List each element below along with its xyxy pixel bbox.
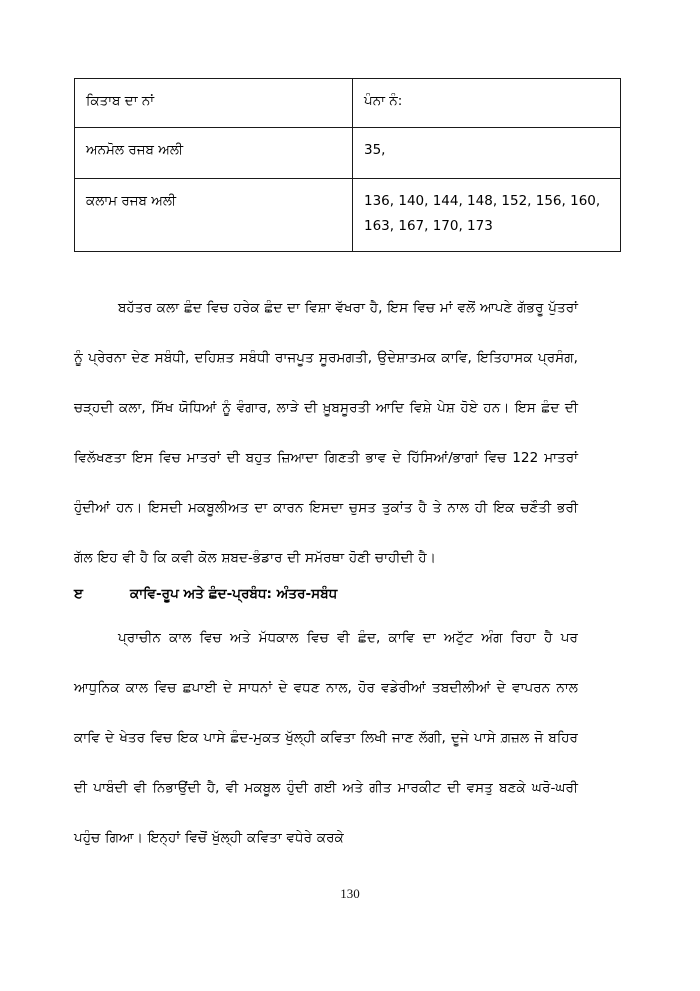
paragraph-block-two: [74, 613, 578, 863]
table-header-book-name: ਕਿਤਾਬ ਦਾ ਨਾਂ: [75, 79, 353, 128]
body-paragraph: ਬਹੱਤਰ ਕਲਾ ਛੰਦ ਵਿਚ ਹਰੇਕ ਛੰਦ ਦਾ ਵਿਸ਼ਾ ਵੱਖਰਾ ਹੈ, ਇਸ ਵਿਚ ਮਾਂ ਵਲੋਂ ਆਪਣੇ ਗੱਭਰੂ ਪੁੱਤਰਾਂ ਨੂੰ ਪ੍ਰੇਰਨਾ ਦੇਣ ਸਬੰਧੀ, ਦਹਿਸ਼ਤ ਸਬੰਧੀ ਰਾਜਪੂਤ ਸੂਰਮਗਤੀ, ਉਦੇਸ਼ਾਤਮਕ ਕਾਵਿ, ਇਤਿਹਾਸਕ ਪ੍ਰਸੰਗ, ਚੜ੍ਹਦੀ ਕਲਾ, ਸਿੱਖ ਯੋਧਿਆਂ ਨੂੰ ਵੰਗਾਰ, ਲਾੜੇ ਦੀ ਖ਼ੂਬਸੂਰਤੀ ਆਦਿ ਵਿਸ਼ੇ ਪੇਸ਼ ਹੋਏ ਹਨ। ਇਸ ਛੰਦ ਦੀ ਵਿਲੱਖਣਤਾ ਇਸ ਵਿਚ ਮਾਤਰਾਂ ਦੀ ਬਹੁਤ ਜ਼ਿਆਦਾ ਗਿਣਤੀ ਭਾਵ ਦੇ ਹਿੱਸਿਆਂ/ਭਾਗਾਂ ਵਿਚ 122 ਮਾਤਰਾਂ ਹੁੰਦੀਆਂ ਹਨ। ਇਸਦੀ ਮਕਬੂਲੀਅਤ ਦਾ ਕਾਰਨ ਇਸਦਾ ਚੁਸਤ ਤੁਕਾਂਤ ਹੈ ਤੇ ਨਾਲ ਹੀ ਇਕ ਚਣੌਤੀ ਭਰੀ ਗੱਲ ਇਹ ਵੀ ਹੈ ਕਿ ਕਵੀ ਕੋਲ ਸ਼ਬਦ-ਭੰਡਾਰ ਦੀ ਸਮੱਰਥਾ ਹੋਣੀ ਚਾਹੀਦੀ ਹੈ।: [74, 300, 578, 566]
table-row: [75, 179, 621, 252]
table-cell-page-no: 35,: [353, 128, 621, 179]
section-heading-text: ਕਾਵਿ-ਰੂਪ ਅਤੇ ਛੰਦ-ਪ੍ਰਬੰਧ: ਅੰਤਰ-ਸਬੰਧ: [130, 586, 338, 602]
references-table: [74, 78, 621, 252]
table-cell-book-name: ਅਨਮੋਲ ਰਜਬ ਅਲੀ: [75, 128, 353, 179]
table-cell-page-no: 136, 140, 144, 148, 152, 156, 160, 163, 167, 170, 173: [353, 179, 621, 252]
paragraph-block-one: [74, 283, 578, 583]
table-header-page-no: ਪੰਨਾ ਨੰ:: [353, 79, 621, 128]
table-cell-book-name: ਕਲਾਮ ਰਜਬ ਅਲੀ: [75, 179, 353, 252]
page-number: 130: [340, 886, 360, 901]
section-heading: [74, 578, 578, 610]
body-paragraph: ਪ੍ਰਾਚੀਨ ਕਾਲ ਵਿਚ ਅਤੇ ਮੱਧਕਾਲ ਵਿਚ ਵੀ ਛੰਦ, ਕਾਵਿ ਦਾ ਅਟੁੱਟ ਅੰਗ ਰਿਹਾ ਹੈ ਪਰ ਆਧੁਨਿਕ ਕਾਲ ਵਿਚ ਛਪਾਈ ਦੇ ਸਾਧਨਾਂ ਦੇ ਵਧਣ ਨਾਲ, ਹੋਰ ਵਡੇਰੀਆਂ ਤਬਦੀਲੀਆਂ ਦੇ ਵਾਪਰਨ ਨਾਲ ਕਾਵਿ ਦੇ ਖੇਤਰ ਵਿਚ ਇਕ ਪਾਸੇ ਛੰਦ-ਮੁਕਤ ਖੁੱਲ੍ਹੀ ਕਵਿਤਾ ਲਿਖੀ ਜਾਣ ਲੱਗੀ, ਦੂਜੇ ਪਾਸੇ ਗ਼ਜ਼ਲ ਜੋ ਬਹਿਰ ਦੀ ਪਾਬੰਦੀ ਵੀ ਨਿਭਾਉਂਦੀ ਹੈ, ਵੀ ਮਕਬੂਲ ਹੁੰਦੀ ਗਈ ਅਤੇ ਗੀਤ ਮਾਰਕੀਟ ਦੀ ਵਸਤੁ ਬਣਕੇ ਘਰੋ-ਘਰੀ ਪਹੁੰਚ ਗਿਆ। ਇਨ੍ਹਾਂ ਵਿਚੋਂ ਖੁੱਲ੍ਹੀ ਕਵਿਤਾ ਵਧੇਰੇ ਕਰਕੇ: [74, 630, 578, 846]
table-row: [75, 128, 621, 179]
section-heading-marker: ੲ: [74, 586, 84, 602]
table-header-row: [75, 79, 621, 128]
